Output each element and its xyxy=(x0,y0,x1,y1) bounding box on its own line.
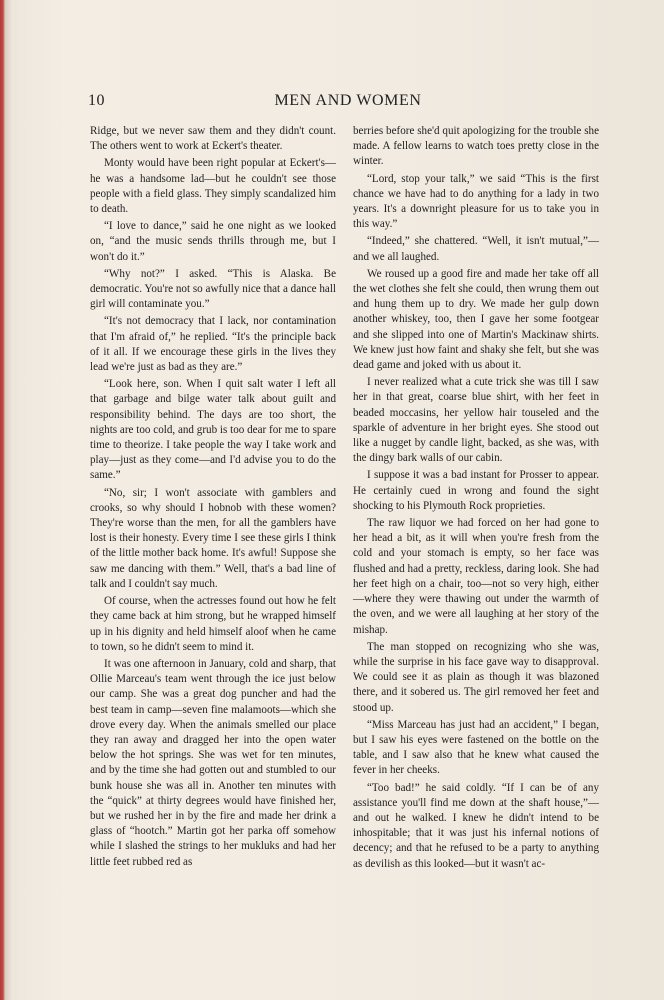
paragraph: “I love to dance,” said he one night as we looked on, “and the music sends thrills through me, but I won't do it.” xyxy=(90,220,336,263)
paragraph: We roused up a good fire and made her take off all the wet clothes she felt she could, then wrung them out and hung them up to dry. We made her gulp down another whiskey, too, then I gave her some footgear and she slipped into one of Martin's Mackinaw shirts. We knew just how faint and shaky she felt, but she was dead game and joked with us about it. xyxy=(353,267,599,372)
paragraph: berries before she'd quit apologizing for the trouble she made. A fellow learns to watch toes pretty close in the winter. xyxy=(353,125,599,168)
running-title: MEN AND WOMEN xyxy=(274,92,422,109)
paragraph: Of course, when the actresses found out how he felt they came back at him strong, but he wrapped himself up in his dignity and held himself aloof when he came to town, so he didn't seem to mind it. xyxy=(90,595,336,653)
paragraph: “It's not democracy that I lack, nor contamination that I'm afraid of,” he replied. “It's the principle back of it all. If we encourage these girls in the lives they lead we're just as bad as they are.” xyxy=(90,315,336,374)
paragraph: I suppose it was a bad instant for Prosser to appear. He certainly cued in wrong and found the sight shocking to his Plymouth Rock proprieties. xyxy=(353,469,599,512)
paragraph: “Look here, son. When I quit salt water I left all that garbage and bilge water talk about guilt and responsibility behind. The days are too short, the nights are too cold, and grub is too dear for me to spare time to theorize. I take people the way I take work and play—just as they come—and I'd advise you to do the same.” xyxy=(90,378,336,482)
page-gutter-edge xyxy=(5,0,14,1000)
paragraph: “Why not?” I asked. “This is Alaska. Be democratic. You're not so awfully nice that a dance hall girl will contaminate you.” xyxy=(90,267,336,311)
paragraph: The raw liquor we had forced on her had gone to her head a bit, as it will when you're fresh from the cold and your stomach is empty, so her face was flushed and had a pretty, reckless, daring look. She had her feet high on a chair, too—not so very high, either—where they were thawing out under the warmth of the oven, and we were all laughing at her story of the mishap. xyxy=(353,517,599,636)
paragraph: “No, sir; I won't associate with gamblers and crooks, so why should I hobnob with these women? They're worse than the men, for all the gamblers have lost is their honesty. Every time I see these girls I think of the little mother back home. It's awful! Suppose she saw me dancing with them.” Well, that's a bad line of talk and I couldn't say much. xyxy=(90,486,336,590)
paragraph: “Lord, stop your talk,” we said “This is the first chance we have had to do anything for a lady in two years. It's a downright pleasure for us to take you in this way.” xyxy=(353,172,599,231)
paragraph: “Miss Marceau has just had an accident,” I began, but I saw his eyes were fastened on the bottle on the table, and I saw also that he knew what caused the fever in her cheeks. xyxy=(353,718,599,777)
paragraph: The man stopped on recognizing who she was, while the surprise in his face gave way to disapproval. We could see it as plain as though it was blazoned there, and it sobered us. The girl removed her feet and stood up. xyxy=(353,640,599,714)
paragraph: It was one afternoon in January, cold and sharp, that Ollie Marceau's team went through the ice just below our camp. She was a great dog puncher and had the best team in camp—seven fine malamoots—which she drove every day. When the animals smelled our place they ran away and dragged her into the open water below the hot springs. She was wet for ten minutes, and by the time she had gotten out and stumbled to our bunk house she was all in. Another ten minutes with the “quick” at thirty degrees would have finished her, but we rushed her in by the fire and made her drink a glass of “hootch.” Martin got her parka off somehow while I slashed the strings to her mukluks and had her little feet rubbed red as xyxy=(90,657,336,868)
page-number: 10 xyxy=(88,92,105,109)
paragraph: I never realized what a cute trick she was till I saw her in that great, coarse blue shirt, with her feet in beaded moccasins, her yellow hair touseled and the sparkle of adventure in her bright eyes. She stood out like a nugget by candle light, backed, as she was, with the dingy bark walls of our cabin. xyxy=(353,376,599,465)
paragraph: Monty would have been right popular at Eckert's—he was a handsome lad—but he couldn't see those people with a field glass. They simply scandalized him to death. xyxy=(90,157,336,216)
paragraph: “Too bad!” he said coldly. “If I can be of any assistance you'll find me down at the shaft house,”—and out he walked. I knew he didn't intend to be inhospitable; that it was just his infernal notions of decency; and that he refused to be a party to anything as devilish as this looked—but it wasn't ac- xyxy=(353,781,599,870)
right-text-column xyxy=(353,124,599,872)
paragraph: “Indeed,” she chattered. “Well, it isn't mutual,”—and we all laughed. xyxy=(353,235,599,263)
page-header xyxy=(88,92,608,114)
paragraph: Ridge, but we never saw them and they didn't count. The others went to work at Eckert's theater. xyxy=(90,125,336,153)
left-text-column xyxy=(90,124,336,870)
